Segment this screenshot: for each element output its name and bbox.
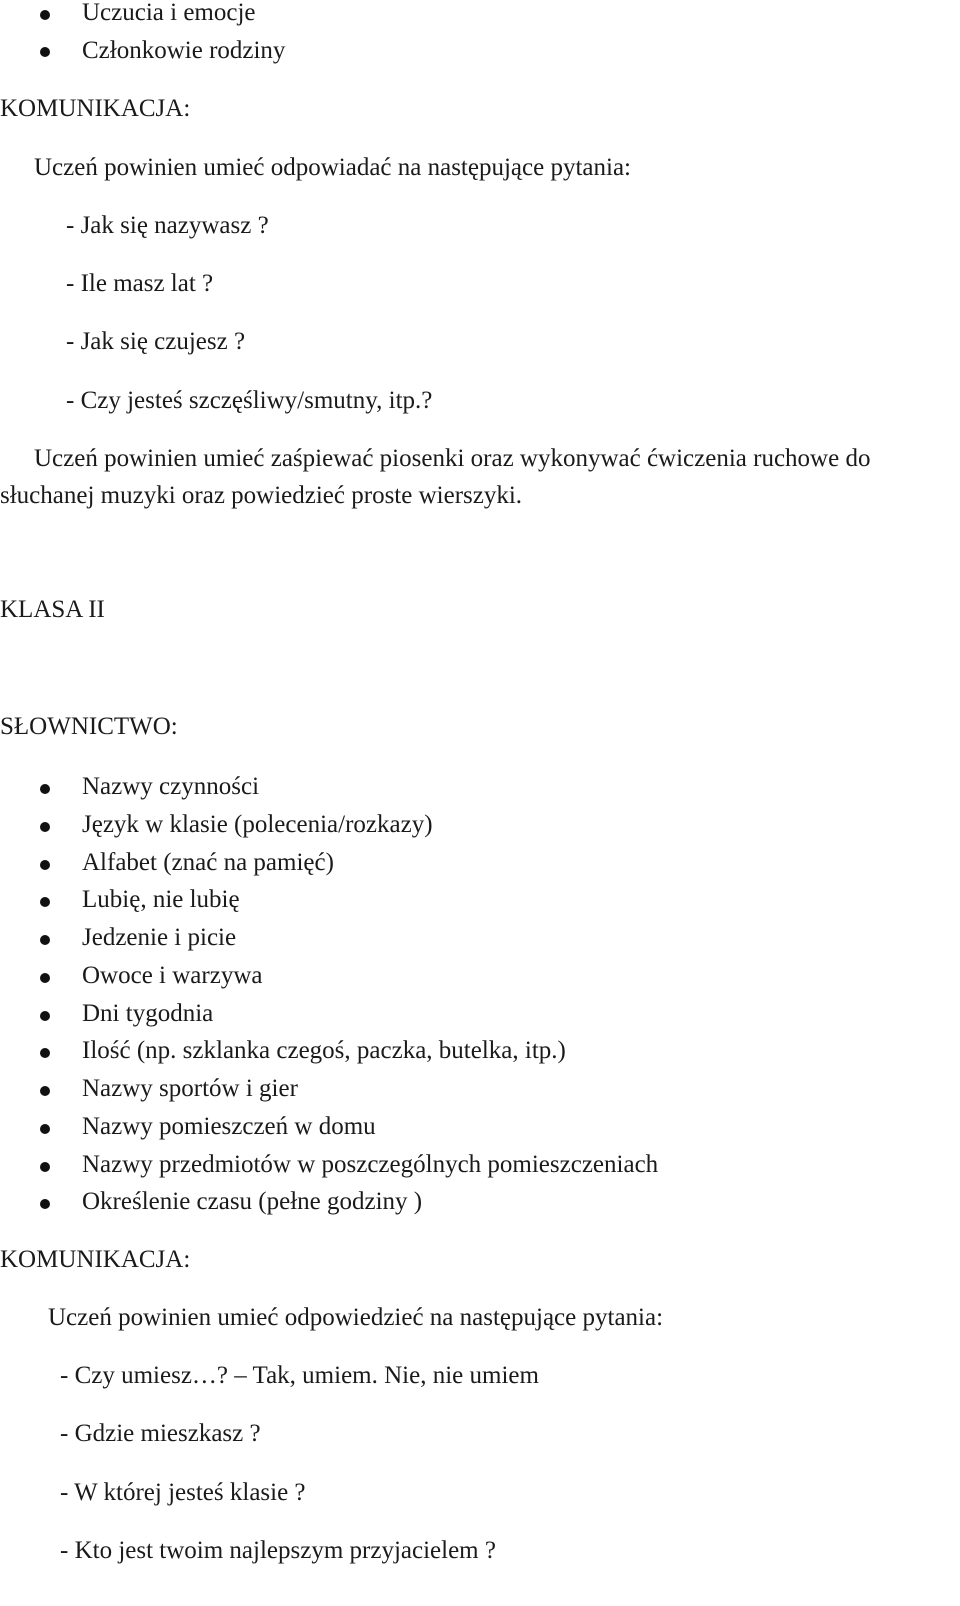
list-item: Nazwy sportów i gier bbox=[82, 1075, 298, 1102]
list-item: Określenie czasu (pełne godziny ) bbox=[82, 1188, 423, 1215]
bullet-icon bbox=[40, 1124, 50, 1134]
list-item: Jedzenie i picie bbox=[82, 924, 237, 951]
question-item: - Czy umiesz…? – Tak, umiem. Nie, nie umiem bbox=[60, 1362, 539, 1389]
list-item: Nazwy czynności bbox=[82, 773, 260, 800]
list-item: Dni tygodnia bbox=[82, 1000, 214, 1027]
bullet-icon bbox=[40, 1199, 50, 1209]
bullet-icon bbox=[40, 822, 50, 832]
list-item: Uczucia i emocje bbox=[82, 0, 256, 26]
question-item: - Czy jesteś szczęśliwy/smutny, itp.? bbox=[66, 387, 433, 414]
section-heading-communication: KOMUNIKACJA: bbox=[0, 95, 191, 122]
list-item: Owoce i warzywa bbox=[82, 962, 263, 989]
question-item: - Ile masz lat ? bbox=[66, 270, 214, 297]
class-title: KLASA II bbox=[0, 596, 105, 623]
bullet-icon bbox=[40, 10, 50, 20]
list-item: Członkowie rodziny bbox=[82, 37, 286, 64]
bullet-icon bbox=[40, 897, 50, 907]
list-item: Język w klasie (polecenia/rozkazy) bbox=[82, 811, 433, 838]
section-heading-vocabulary: SŁOWNICTWO: bbox=[0, 713, 178, 740]
paragraph-line: słuchanej muzyki oraz powiedzieć proste wierszyki. bbox=[0, 482, 523, 509]
communication-intro: Uczeń powinien umieć odpowiadać na następujące pytania: bbox=[34, 154, 631, 181]
question-item: - W której jesteś klasie ? bbox=[60, 1479, 306, 1506]
list-item: Ilość (np. szklanka czegoś, paczka, butelka, itp.) bbox=[82, 1037, 566, 1064]
question-item: - Jak się nazywasz ? bbox=[66, 212, 269, 239]
question-item: - Jak się czujesz ? bbox=[66, 328, 246, 355]
paragraph-line: Uczeń powinien umieć zaśpiewać piosenki oraz wykonywać ćwiczenia ruchowe do bbox=[34, 445, 871, 472]
list-item: Nazwy pomieszczeń w domu bbox=[82, 1113, 376, 1140]
list-item: Nazwy przedmiotów w poszczególnych pomieszczeniach bbox=[82, 1151, 659, 1178]
communication-intro: Uczeń powinien umieć odpowiedzieć na następujące pytania: bbox=[48, 1304, 664, 1331]
bullet-icon bbox=[40, 1048, 50, 1058]
section-heading-communication: KOMUNIKACJA: bbox=[0, 1246, 191, 1273]
bullet-icon bbox=[40, 973, 50, 983]
bullet-icon bbox=[40, 1162, 50, 1172]
bullet-icon bbox=[40, 935, 50, 945]
bullet-icon bbox=[40, 860, 50, 870]
bullet-icon bbox=[40, 1011, 50, 1021]
question-item: - Gdzie mieszkasz ? bbox=[60, 1420, 261, 1447]
list-item: Alfabet (znać na pamięć) bbox=[82, 849, 334, 876]
bullet-icon bbox=[40, 784, 50, 794]
list-item: Lubię, nie lubię bbox=[82, 886, 240, 913]
bullet-icon bbox=[40, 47, 50, 57]
bullet-icon bbox=[40, 1086, 50, 1096]
question-item: - Kto jest twoim najlepszym przyjacielem ? bbox=[60, 1537, 496, 1564]
